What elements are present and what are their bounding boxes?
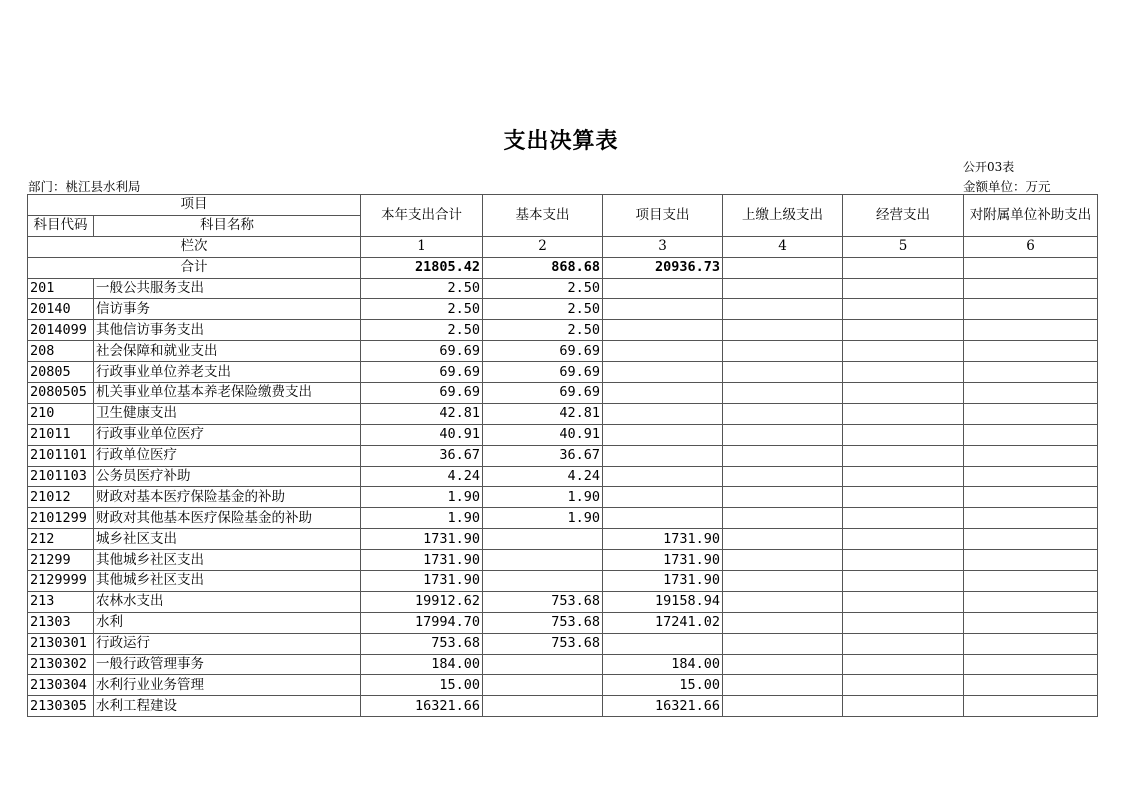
- row-subsidy: [964, 675, 1098, 696]
- row-basic: 753.68: [483, 612, 603, 633]
- row-code: 2101299: [28, 508, 94, 529]
- row-operating: [843, 571, 964, 592]
- total-sum: 21805.42: [361, 257, 483, 278]
- row-project: 16321.66: [603, 696, 723, 717]
- row-name: 其他城乡社区支出: [94, 550, 361, 571]
- row-name: 城乡社区支出: [94, 529, 361, 550]
- header-col-remit: 上缴上级支出: [723, 195, 843, 237]
- row-name: 财政对基本医疗保险基金的补助: [94, 487, 361, 508]
- table-row: [28, 320, 1098, 341]
- row-basic: [483, 675, 603, 696]
- index-4: 4: [723, 236, 843, 257]
- row-basic: [483, 654, 603, 675]
- table-row: [28, 445, 1098, 466]
- form-number: 公开03表: [963, 160, 1015, 174]
- row-remit: [723, 508, 843, 529]
- row-name: 公务员医疗补助: [94, 466, 361, 487]
- row-name: 行政事业单位养老支出: [94, 362, 361, 383]
- row-project: 1731.90: [603, 550, 723, 571]
- row-basic: 2.50: [483, 299, 603, 320]
- row-subsidy: [964, 362, 1098, 383]
- index-row: [28, 236, 1098, 257]
- row-remit: [723, 362, 843, 383]
- row-operating: [843, 299, 964, 320]
- row-total: 69.69: [361, 383, 483, 404]
- header-row-1: [28, 195, 1098, 216]
- row-project: 1731.90: [603, 571, 723, 592]
- row-subsidy: [964, 612, 1098, 633]
- table-row: [28, 612, 1098, 633]
- row-project: [603, 403, 723, 424]
- row-operating: [843, 445, 964, 466]
- row-project: [603, 341, 723, 362]
- row-code: 21303: [28, 612, 94, 633]
- header-project: 项目: [28, 195, 361, 216]
- index-5: 5: [843, 236, 964, 257]
- row-operating: [843, 383, 964, 404]
- row-total: 40.91: [361, 424, 483, 445]
- row-basic: 753.68: [483, 591, 603, 612]
- row-total: 17994.70: [361, 612, 483, 633]
- row-total: 15.00: [361, 675, 483, 696]
- row-project: [603, 445, 723, 466]
- row-total: 184.00: [361, 654, 483, 675]
- row-remit: [723, 445, 843, 466]
- table-row: [28, 424, 1098, 445]
- row-code: 210: [28, 403, 94, 424]
- row-subsidy: [964, 633, 1098, 654]
- row-project: 184.00: [603, 654, 723, 675]
- row-subsidy: [964, 487, 1098, 508]
- row-subsidy: [964, 466, 1098, 487]
- row-total: 1.90: [361, 508, 483, 529]
- row-operating: [843, 362, 964, 383]
- total-subsidy: [964, 257, 1098, 278]
- row-remit: [723, 591, 843, 612]
- table-row: [28, 529, 1098, 550]
- row-operating: [843, 341, 964, 362]
- total-basic: 868.68: [483, 257, 603, 278]
- table-row: [28, 696, 1098, 717]
- row-name: 行政单位医疗: [94, 445, 361, 466]
- row-project: [603, 299, 723, 320]
- row-code: 20140: [28, 299, 94, 320]
- table-row: [28, 466, 1098, 487]
- row-subsidy: [964, 508, 1098, 529]
- header-col-total: 本年支出合计: [361, 195, 483, 237]
- row-total: 42.81: [361, 403, 483, 424]
- row-total: 4.24: [361, 466, 483, 487]
- row-name: 行政事业单位医疗: [94, 424, 361, 445]
- row-operating: [843, 675, 964, 696]
- table-row: [28, 654, 1098, 675]
- row-operating: [843, 529, 964, 550]
- header-col-project: 项目支出: [603, 195, 723, 237]
- index-2: 2: [483, 236, 603, 257]
- header-col-subsidy: 对附属单位补助支出: [964, 195, 1098, 237]
- row-name: 信访事务: [94, 299, 361, 320]
- table-row: [28, 383, 1098, 404]
- row-operating: [843, 654, 964, 675]
- row-remit: [723, 654, 843, 675]
- table-row: [28, 633, 1098, 654]
- row-name: 社会保障和就业支出: [94, 341, 361, 362]
- table-row: [28, 591, 1098, 612]
- index-label: 栏次: [28, 236, 361, 257]
- row-basic: 1.90: [483, 487, 603, 508]
- row-remit: [723, 550, 843, 571]
- header-col-operating: 经营支出: [843, 195, 964, 237]
- row-name: 水利工程建设: [94, 696, 361, 717]
- row-code: 2080505: [28, 383, 94, 404]
- row-remit: [723, 383, 843, 404]
- row-project: [603, 362, 723, 383]
- row-subsidy: [964, 341, 1098, 362]
- row-basic: [483, 696, 603, 717]
- row-code: 2130304: [28, 675, 94, 696]
- row-operating: [843, 612, 964, 633]
- row-project: 17241.02: [603, 612, 723, 633]
- row-code: 2014099: [28, 320, 94, 341]
- total-label: 合计: [28, 257, 361, 278]
- row-name: 水利: [94, 612, 361, 633]
- row-total: 69.69: [361, 362, 483, 383]
- row-basic: 69.69: [483, 341, 603, 362]
- row-project: [603, 466, 723, 487]
- row-remit: [723, 633, 843, 654]
- table-row: [28, 278, 1098, 299]
- row-basic: 4.24: [483, 466, 603, 487]
- row-remit: [723, 466, 843, 487]
- row-code: 21299: [28, 550, 94, 571]
- row-code: 213: [28, 591, 94, 612]
- row-name: 一般公共服务支出: [94, 278, 361, 299]
- row-operating: [843, 278, 964, 299]
- row-basic: 69.69: [483, 383, 603, 404]
- row-remit: [723, 320, 843, 341]
- row-name: 行政运行: [94, 633, 361, 654]
- row-basic: 42.81: [483, 403, 603, 424]
- expenditure-table: [27, 194, 1098, 717]
- row-name: 其他信访事务支出: [94, 320, 361, 341]
- row-operating: [843, 487, 964, 508]
- row-subsidy: [964, 529, 1098, 550]
- row-remit: [723, 696, 843, 717]
- row-code: 2130301: [28, 633, 94, 654]
- header-name: 科目名称: [94, 215, 361, 236]
- row-basic: [483, 550, 603, 571]
- row-code: 21011: [28, 424, 94, 445]
- row-operating: [843, 466, 964, 487]
- table-row: [28, 362, 1098, 383]
- row-basic: 36.67: [483, 445, 603, 466]
- row-subsidy: [964, 383, 1098, 404]
- row-remit: [723, 278, 843, 299]
- row-name: 水利行业业务管理: [94, 675, 361, 696]
- page-title: 支出决算表: [503, 128, 619, 154]
- row-remit: [723, 612, 843, 633]
- row-remit: [723, 299, 843, 320]
- row-project: [603, 508, 723, 529]
- row-code: 20805: [28, 362, 94, 383]
- row-basic: 2.50: [483, 278, 603, 299]
- row-subsidy: [964, 320, 1098, 341]
- row-project: 1731.90: [603, 529, 723, 550]
- table-row: [28, 487, 1098, 508]
- row-basic: 40.91: [483, 424, 603, 445]
- row-total: 16321.66: [361, 696, 483, 717]
- row-subsidy: [964, 696, 1098, 717]
- row-remit: [723, 424, 843, 445]
- row-operating: [843, 403, 964, 424]
- row-subsidy: [964, 591, 1098, 612]
- index-1: 1: [361, 236, 483, 257]
- table-row: [28, 550, 1098, 571]
- row-basic: [483, 571, 603, 592]
- header-col-basic: 基本支出: [483, 195, 603, 237]
- row-total: 36.67: [361, 445, 483, 466]
- table-row: [28, 675, 1098, 696]
- header-code: 科目代码: [28, 215, 94, 236]
- row-project: [603, 278, 723, 299]
- row-project: [603, 487, 723, 508]
- row-code: 2101101: [28, 445, 94, 466]
- row-project: [603, 383, 723, 404]
- row-total: 19912.62: [361, 591, 483, 612]
- row-subsidy: [964, 550, 1098, 571]
- row-remit: [723, 403, 843, 424]
- amount-unit-label: 金额单位：万元: [963, 179, 1051, 194]
- row-subsidy: [964, 403, 1098, 424]
- row-code: 2130305: [28, 696, 94, 717]
- row-remit: [723, 675, 843, 696]
- row-subsidy: [964, 654, 1098, 675]
- table-row: [28, 508, 1098, 529]
- row-project: 15.00: [603, 675, 723, 696]
- row-remit: [723, 487, 843, 508]
- row-code: 2129999: [28, 571, 94, 592]
- row-total: 2.50: [361, 320, 483, 341]
- row-total: 2.50: [361, 299, 483, 320]
- row-code: 21012: [28, 487, 94, 508]
- row-basic: 1.90: [483, 508, 603, 529]
- index-3: 3: [603, 236, 723, 257]
- row-code: 212: [28, 529, 94, 550]
- row-operating: [843, 696, 964, 717]
- row-total: 2.50: [361, 278, 483, 299]
- row-basic: 2.50: [483, 320, 603, 341]
- row-operating: [843, 320, 964, 341]
- row-name: 机关事业单位基本养老保险缴费支出: [94, 383, 361, 404]
- row-total: 1731.90: [361, 571, 483, 592]
- row-subsidy: [964, 571, 1098, 592]
- row-subsidy: [964, 445, 1098, 466]
- row-subsidy: [964, 424, 1098, 445]
- row-total: 1.90: [361, 487, 483, 508]
- department-label: 部门：桃江县水利局: [28, 179, 141, 194]
- row-operating: [843, 508, 964, 529]
- row-operating: [843, 633, 964, 654]
- row-operating: [843, 550, 964, 571]
- table-row: [28, 341, 1098, 362]
- row-project: [603, 424, 723, 445]
- table-row: [28, 299, 1098, 320]
- row-total: 1731.90: [361, 529, 483, 550]
- row-operating: [843, 591, 964, 612]
- row-code: 201: [28, 278, 94, 299]
- total-row: [28, 257, 1098, 278]
- row-project: 19158.94: [603, 591, 723, 612]
- index-6: 6: [964, 236, 1098, 257]
- row-name: 其他城乡社区支出: [94, 571, 361, 592]
- row-total: 753.68: [361, 633, 483, 654]
- row-total: 69.69: [361, 341, 483, 362]
- row-subsidy: [964, 299, 1098, 320]
- row-subsidy: [964, 278, 1098, 299]
- total-project: 20936.73: [603, 257, 723, 278]
- row-name: 一般行政管理事务: [94, 654, 361, 675]
- row-project: [603, 320, 723, 341]
- row-basic: 753.68: [483, 633, 603, 654]
- row-remit: [723, 341, 843, 362]
- table-row: [28, 571, 1098, 592]
- row-project: [603, 633, 723, 654]
- row-operating: [843, 424, 964, 445]
- table-row: [28, 403, 1098, 424]
- total-operating: [843, 257, 964, 278]
- row-code: 208: [28, 341, 94, 362]
- row-basic: [483, 529, 603, 550]
- row-basic: 69.69: [483, 362, 603, 383]
- row-code: 2101103: [28, 466, 94, 487]
- row-name: 卫生健康支出: [94, 403, 361, 424]
- row-remit: [723, 529, 843, 550]
- row-name: 财政对其他基本医疗保险基金的补助: [94, 508, 361, 529]
- row-remit: [723, 571, 843, 592]
- row-name: 农林水支出: [94, 591, 361, 612]
- row-code: 2130302: [28, 654, 94, 675]
- total-remit: [723, 257, 843, 278]
- row-total: 1731.90: [361, 550, 483, 571]
